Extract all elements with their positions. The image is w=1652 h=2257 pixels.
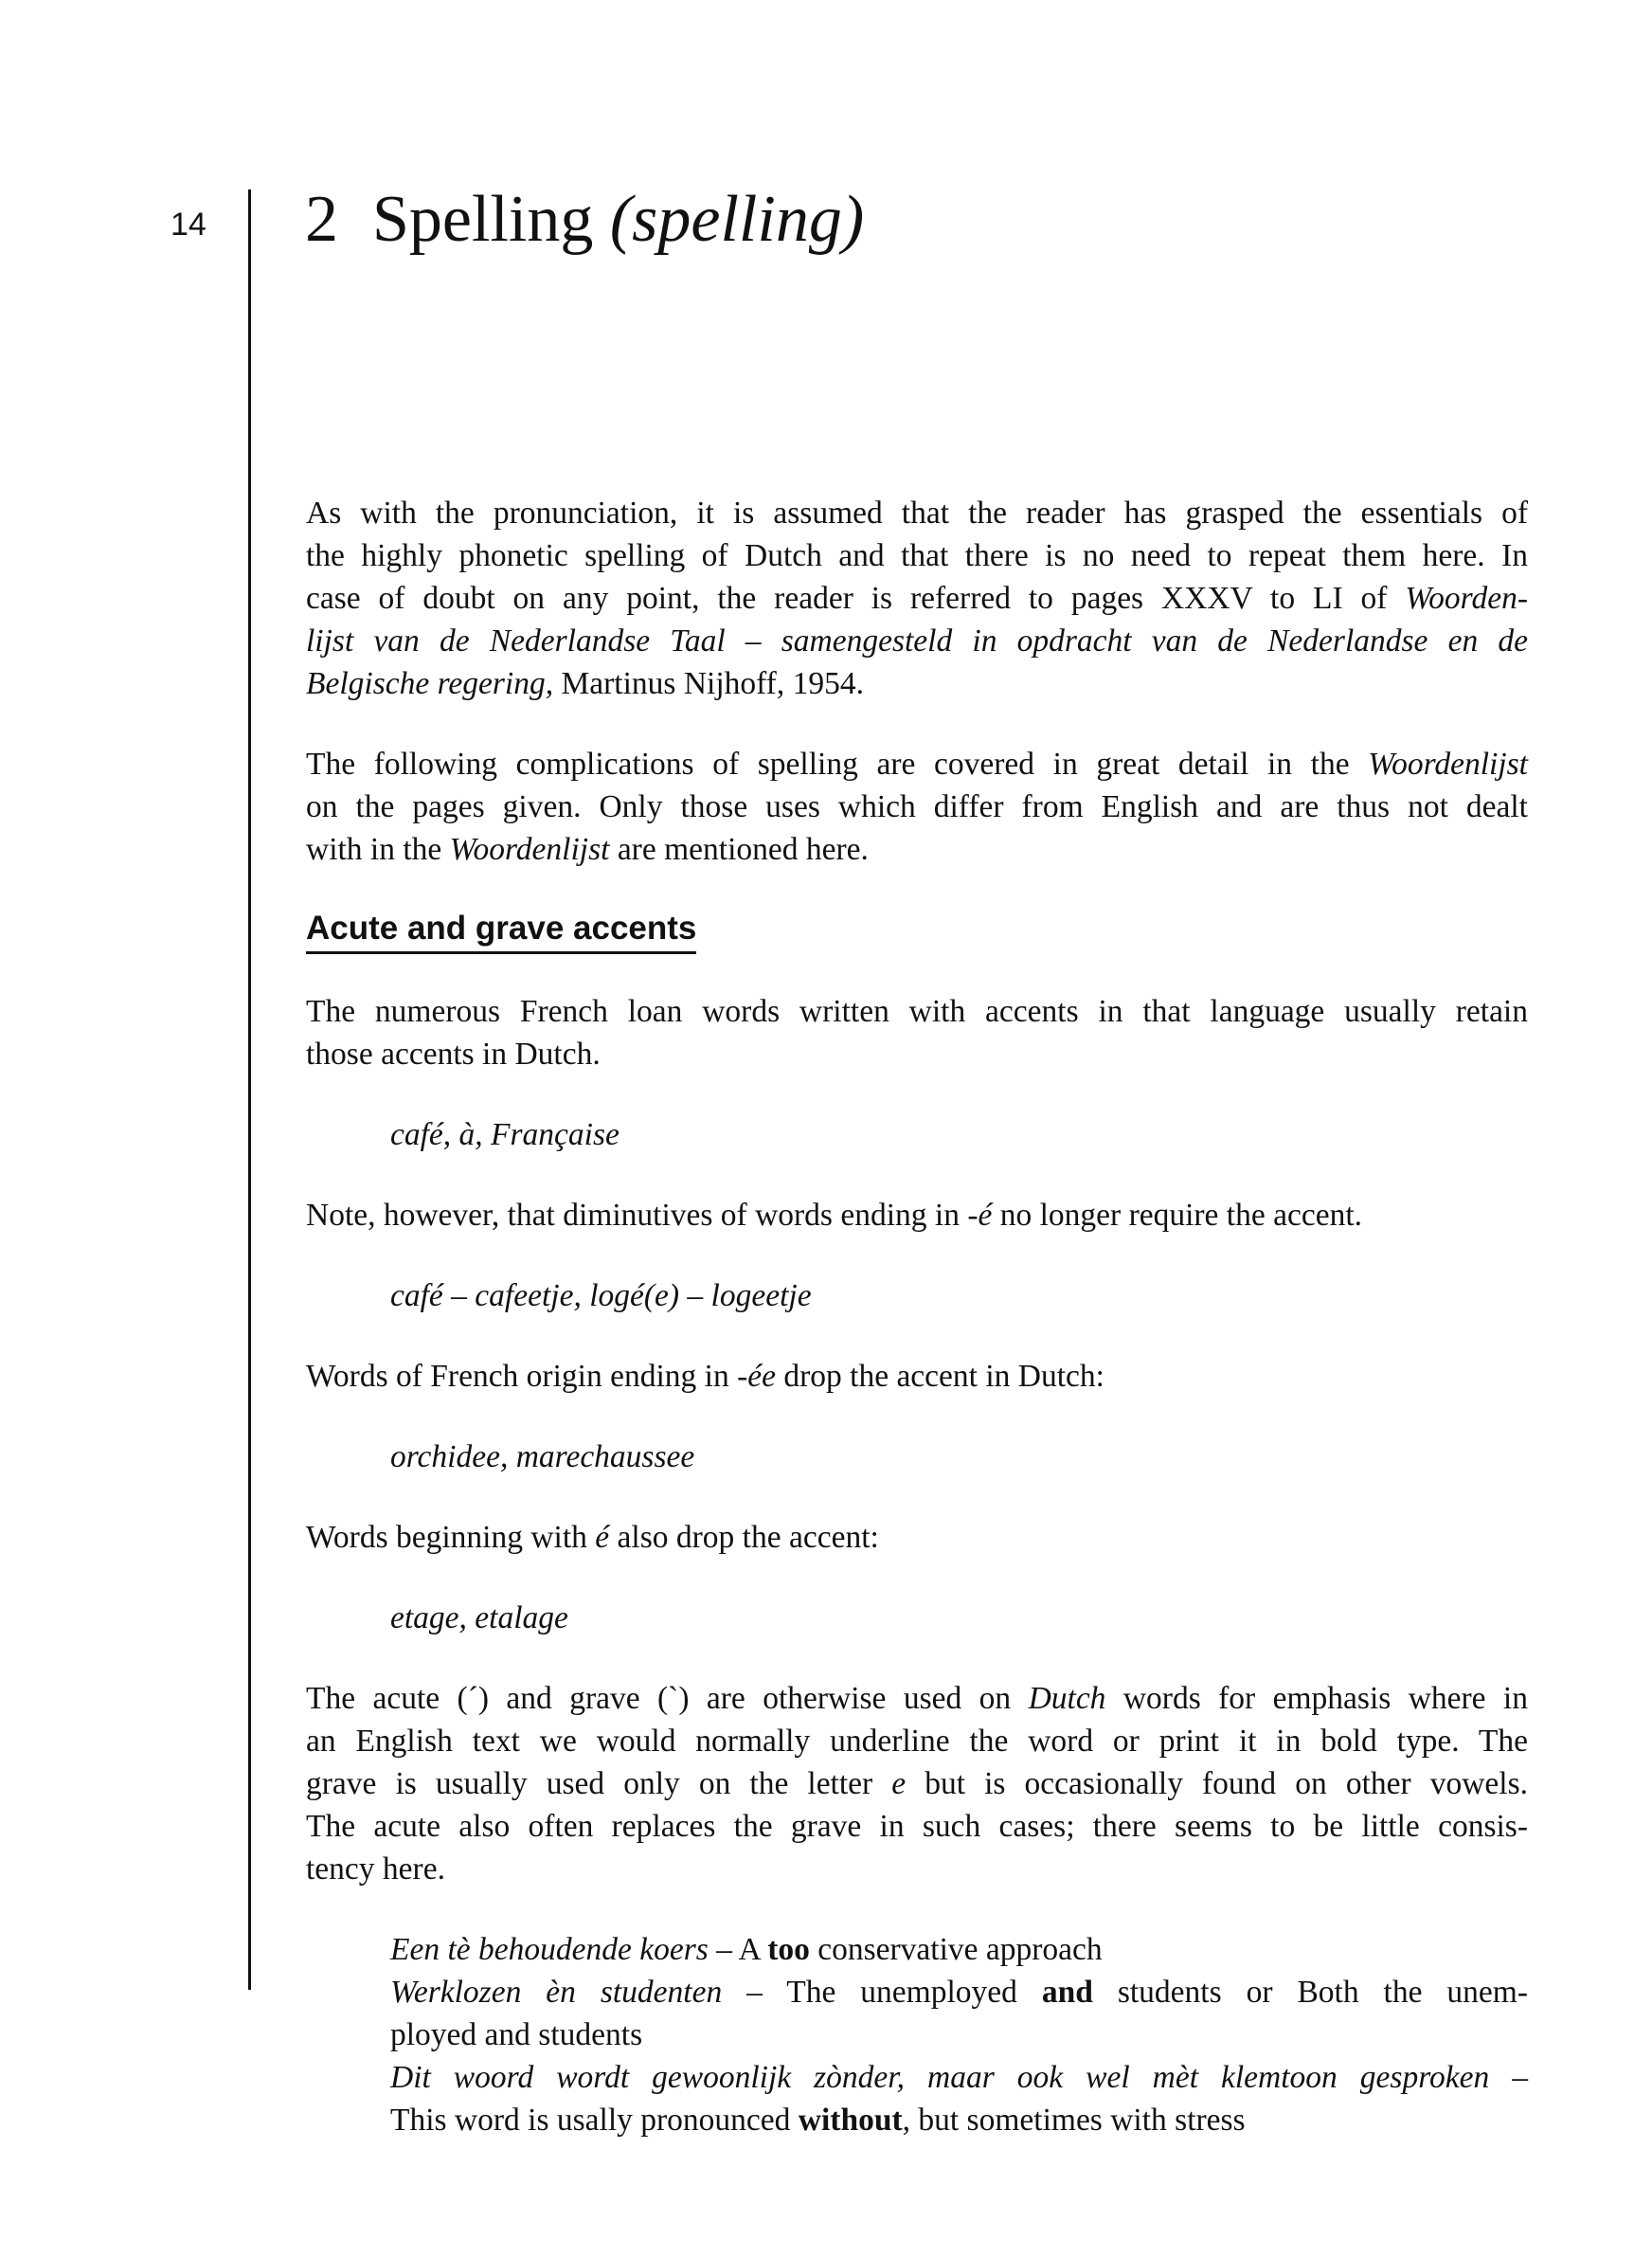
complications-line-1 bbox=[306, 743, 1528, 785]
chapter-number: 2 bbox=[305, 183, 338, 256]
accents-p5-line-5: tency here. bbox=[306, 1851, 445, 1887]
example-3-english-end: , but sometimes with stress bbox=[902, 2103, 1246, 2138]
emphasis-example-3 bbox=[390, 2056, 1528, 2141]
chapter-title-translation: (spelling) bbox=[609, 183, 865, 256]
intro-line-1: As with the pronunciation, it is assumed that the reader has grasped the essentials of bbox=[306, 496, 1528, 531]
woordenlijst-ref: Woordenlijst bbox=[449, 832, 610, 867]
intro-line-3-text: case of doubt on any point, the reader is referred to pages XXXV to LI of bbox=[306, 581, 1406, 616]
complications-line-3-end: are mentioned here. bbox=[609, 832, 869, 867]
accents-p1-line-1: The numerous French loan words written with accents in that language usually retain bbox=[306, 994, 1528, 1029]
complications-line-3-text: with in the bbox=[306, 832, 450, 867]
accents-p3-text: Words of French origin ending in bbox=[306, 1359, 738, 1394]
example-initial-e: etage, etalage bbox=[390, 1600, 568, 1635]
accents-p5-line-3-end: but is occasionally found on other vowels. bbox=[906, 1766, 1528, 1801]
example-3-dutch: Dit woord wordt gewoonlijk zònder, maar ook wel mèt klemtoon gesproken bbox=[390, 2060, 1490, 2095]
accents-paragraph-3 bbox=[306, 1355, 1528, 1398]
intro-line-3 bbox=[306, 577, 1528, 620]
intro-line-5 bbox=[306, 662, 1528, 705]
accents-p5-dutch: Dutch bbox=[1028, 1681, 1106, 1716]
section-heading: Acute and grave accents bbox=[306, 907, 696, 954]
chapter-title-text: Spelling bbox=[372, 183, 594, 256]
example-1-english: A bbox=[738, 1932, 768, 1967]
example-diminutives: café – cafeetje, logé(e) – logeetje bbox=[390, 1278, 812, 1313]
example-1-english-end: conservative approach bbox=[809, 1932, 1103, 1967]
accents-p5-line-1-end: words for emphasis where in bbox=[1105, 1681, 1528, 1716]
accents-p3-suffix: -ée bbox=[737, 1359, 776, 1394]
accents-paragraph-1 bbox=[306, 990, 1528, 1075]
example-2-english-line-2: ployed and students bbox=[390, 2017, 643, 2052]
complications-line-3 bbox=[306, 828, 1528, 871]
emphasis-examples bbox=[306, 1928, 1528, 2141]
accents-p2-text: Note, however, that diminutives of words ending in bbox=[306, 1198, 968, 1233]
accents-paragraph-5 bbox=[306, 1677, 1528, 1890]
intro-line-5-title: Belgische regering, bbox=[306, 666, 554, 701]
example-2-english: The unemployed bbox=[786, 1975, 1042, 2010]
example-french-ee: orchidee, marechaussee bbox=[390, 1439, 695, 1474]
accents-p3-end: drop the accent in Dutch: bbox=[775, 1359, 1104, 1394]
accents-paragraph-4 bbox=[306, 1516, 1528, 1559]
intro-line-2: the highly phonetic spelling of Dutch and that there is no need to repeat them here. In bbox=[306, 538, 1528, 573]
complications-line-1-text: The following complications of spelling are covered in great detail in the bbox=[306, 747, 1369, 782]
accents-p5-line-2: an English text we would normally underline the word or print it in bold type. The bbox=[306, 1724, 1528, 1759]
accents-p2-suffix: -é bbox=[967, 1198, 993, 1233]
accents-p5-line-3 bbox=[306, 1762, 1528, 1805]
example-1-dash: – bbox=[708, 1932, 739, 1967]
intro-line-4: lijst van de Nederlandse Taal – samengesteld in opdracht van de Nederlandse en de bbox=[306, 623, 1528, 659]
complications-paragraph bbox=[306, 743, 1528, 871]
accents-p4-text: Words beginning with bbox=[306, 1520, 596, 1555]
example-1-english-bold: too bbox=[767, 1932, 810, 1967]
example-1-dutch: Een tè behoudende koers bbox=[390, 1932, 709, 1967]
accents-p5-line-4: The acute also often replaces the grave in such cases; there seems to be little consis- bbox=[306, 1809, 1528, 1844]
chapter-title bbox=[305, 182, 864, 258]
intro-line-5-publisher: Martinus Nijhoff, 1954. bbox=[553, 666, 864, 701]
example-3-english: This word is usally pronounced bbox=[390, 2103, 799, 2138]
accents-p2-end: no longer require the accent. bbox=[992, 1198, 1363, 1233]
margin-rule bbox=[248, 190, 251, 1990]
accents-p5-letter: e bbox=[891, 1766, 907, 1801]
accents-p5-line-1 bbox=[306, 1677, 1528, 1720]
page-number: 14 bbox=[171, 207, 206, 243]
emphasis-example-1 bbox=[390, 1928, 1528, 1971]
example-3-english-bold: without bbox=[798, 2103, 903, 2138]
example-accented-words: café, à, Française bbox=[390, 1117, 620, 1152]
example-2-english-end: students or Both the unem- bbox=[1092, 1975, 1529, 2010]
accents-p5-line-1-text: The acute (´) and grave (`) are otherwise used on bbox=[306, 1681, 1029, 1716]
page-body bbox=[306, 492, 1528, 2141]
accents-paragraph-2 bbox=[306, 1194, 1528, 1237]
emphasis-example-2 bbox=[390, 1971, 1528, 2056]
woordenlijst-title-start: Woorden- bbox=[1405, 581, 1528, 616]
intro-paragraph bbox=[306, 492, 1528, 705]
example-2-dash: – bbox=[722, 1975, 787, 2010]
accents-p1-line-2: those accents in Dutch. bbox=[306, 1037, 601, 1072]
complications-line-2: on the pages given. Only those uses which differ from English and are thus not dealt bbox=[306, 789, 1528, 824]
accents-p4-end: also drop the accent: bbox=[609, 1520, 879, 1555]
woordenlijst-ref: Woordenlijst bbox=[1368, 747, 1528, 782]
accents-p4-letter: é bbox=[595, 1520, 610, 1555]
example-3-dash: – bbox=[1489, 2060, 1528, 2095]
example-2-dutch: Werklozen èn studenten bbox=[390, 1975, 723, 2010]
accents-p5-line-3-text: grave is usually used only on the letter bbox=[306, 1766, 892, 1801]
example-2-english-bold: and bbox=[1041, 1975, 1093, 2010]
